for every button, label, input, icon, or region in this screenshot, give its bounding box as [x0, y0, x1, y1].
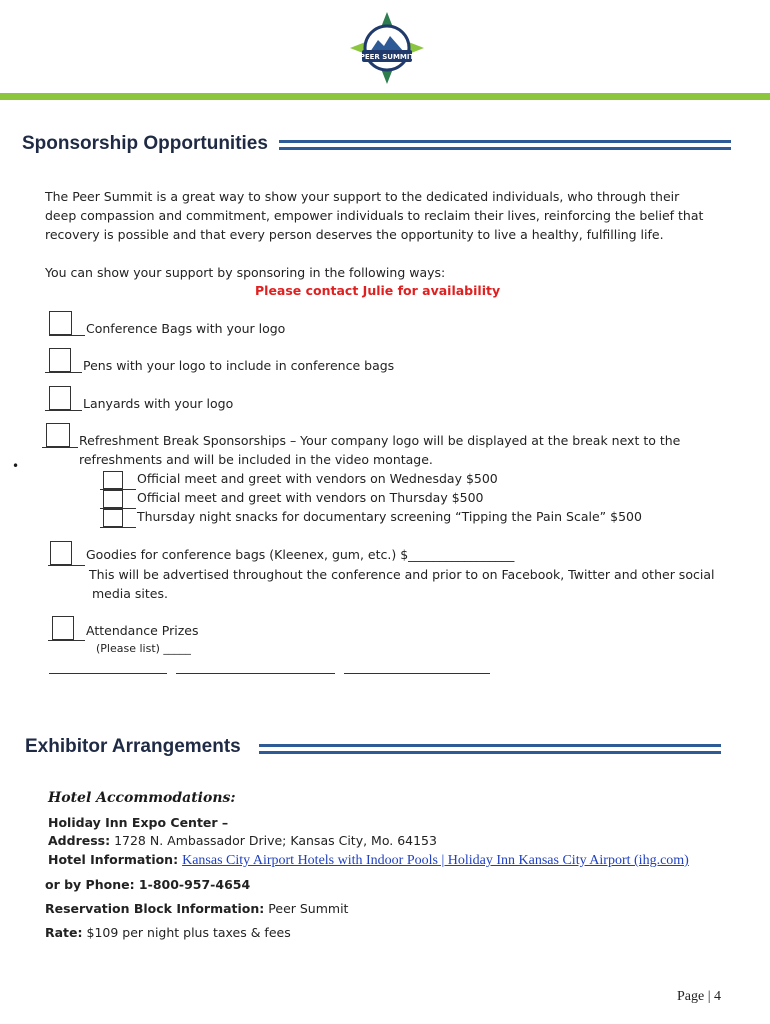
- hotel-info-link[interactable]: Kansas City Airport Hotels with Indoor Pools | Holiday Inn Kansas City Airport (ihg.com): [182, 853, 689, 868]
- prizes-checkbox[interactable]: [52, 616, 74, 640]
- prize-blank-3[interactable]: [344, 673, 490, 674]
- reservation-line: [45, 899, 348, 918]
- ways-text: You can show your support by sponsoring in the following ways:: [45, 265, 446, 280]
- option-conference-bags: Conference Bags with your logo: [86, 321, 286, 336]
- address-line: [48, 831, 437, 850]
- sponsorship-heading: Sponsorship Opportunities: [22, 133, 268, 154]
- blank-line: [100, 527, 136, 528]
- refreshment-checkbox[interactable]: [46, 423, 70, 447]
- option-prizes: Attendance Prizes: [86, 623, 199, 638]
- option-wednesday: Official meet and greet with vendors on Wednesday $500: [137, 471, 498, 486]
- option-refreshment: Refreshment Break Sponsorships – Your company logo will be displayed at the break next to the: [79, 433, 681, 448]
- pens-checkbox[interactable]: [49, 348, 71, 372]
- prize-blank-2[interactable]: [176, 673, 335, 674]
- option-thursday: Official meet and greet with vendors on Thursday $500: [137, 490, 484, 505]
- contact-note: Please contact Julie for availability: [255, 283, 501, 298]
- hotel-accommodations-title: Hotel Accommodations:: [48, 790, 236, 806]
- heading-rule: [259, 744, 721, 754]
- phone-line: or by Phone: 1-800-957-4654: [45, 877, 251, 892]
- goodies-checkbox[interactable]: [50, 541, 72, 565]
- reservation-label: Reservation Block Information:: [45, 901, 265, 916]
- option-snacks: Thursday night snacks for documentary screening “Tipping the Pain Scale” $500: [137, 509, 642, 524]
- exhibitor-heading: Exhibitor Arrangements: [25, 736, 241, 757]
- lanyards-checkbox[interactable]: [49, 386, 71, 410]
- logo-text: PEER SUMMIT: [359, 53, 415, 61]
- intro-line-1: The Peer Summit is a great way to show your support to the dedicated individuals, who through their: [45, 189, 680, 204]
- goodies-note-2: media sites.: [92, 586, 168, 601]
- hotel-info-line: [48, 850, 689, 870]
- bullet-mark: •: [12, 459, 20, 473]
- wednesday-checkbox[interactable]: [103, 471, 123, 489]
- header-accent-bar: [0, 93, 770, 100]
- rate-line: [45, 923, 291, 942]
- heading-rule: [279, 140, 731, 150]
- prize-blank-1[interactable]: [49, 673, 167, 674]
- blank-line: [45, 372, 82, 373]
- blank-line: [49, 335, 85, 336]
- option-refreshment-cont: refreshments and will be included in the video montage.: [79, 452, 433, 467]
- hotel-name: Holiday Inn Expo Center –: [48, 815, 229, 830]
- thursday-checkbox[interactable]: [103, 490, 123, 508]
- peer-summit-logo: [348, 10, 426, 86]
- page-number: Page | 4: [677, 989, 722, 1004]
- rate-label: Rate:: [45, 925, 83, 940]
- option-goodies: Goodies for conference bags (Kleenex, gum, etc.) $_________________: [86, 547, 515, 562]
- blank-line: [45, 410, 82, 411]
- option-pens: Pens with your logo to include in conference bags: [83, 358, 395, 373]
- option-lanyards: Lanyards with your logo: [83, 396, 234, 411]
- prizes-list-label: (Please list) _____: [96, 642, 191, 655]
- address-label: Address:: [48, 833, 111, 848]
- blank-line: [48, 565, 85, 566]
- reservation-value: Peer Summit: [268, 901, 349, 916]
- conference-bags-checkbox[interactable]: [49, 311, 72, 335]
- hotel-info-label: Hotel Information:: [48, 852, 179, 867]
- intro-line-2: deep compassion and commitment, empower individuals to reclaim their lives, reinforcing the belief that: [45, 208, 704, 223]
- address-value: 1728 N. Ambassador Drive; Kansas City, Mo. 64153: [114, 833, 437, 848]
- intro-line-3: recovery is possible and that every person deserves the opportunity to live a healthy, fulfilling life.: [45, 227, 664, 242]
- snacks-checkbox[interactable]: [103, 509, 123, 527]
- rate-value: $109 per night plus taxes & fees: [86, 925, 291, 940]
- blank-line: [42, 447, 78, 448]
- goodies-note-1: This will be advertised throughout the conference and prior to on Facebook, Twitter and other social: [89, 567, 715, 582]
- blank-line: [48, 640, 85, 641]
